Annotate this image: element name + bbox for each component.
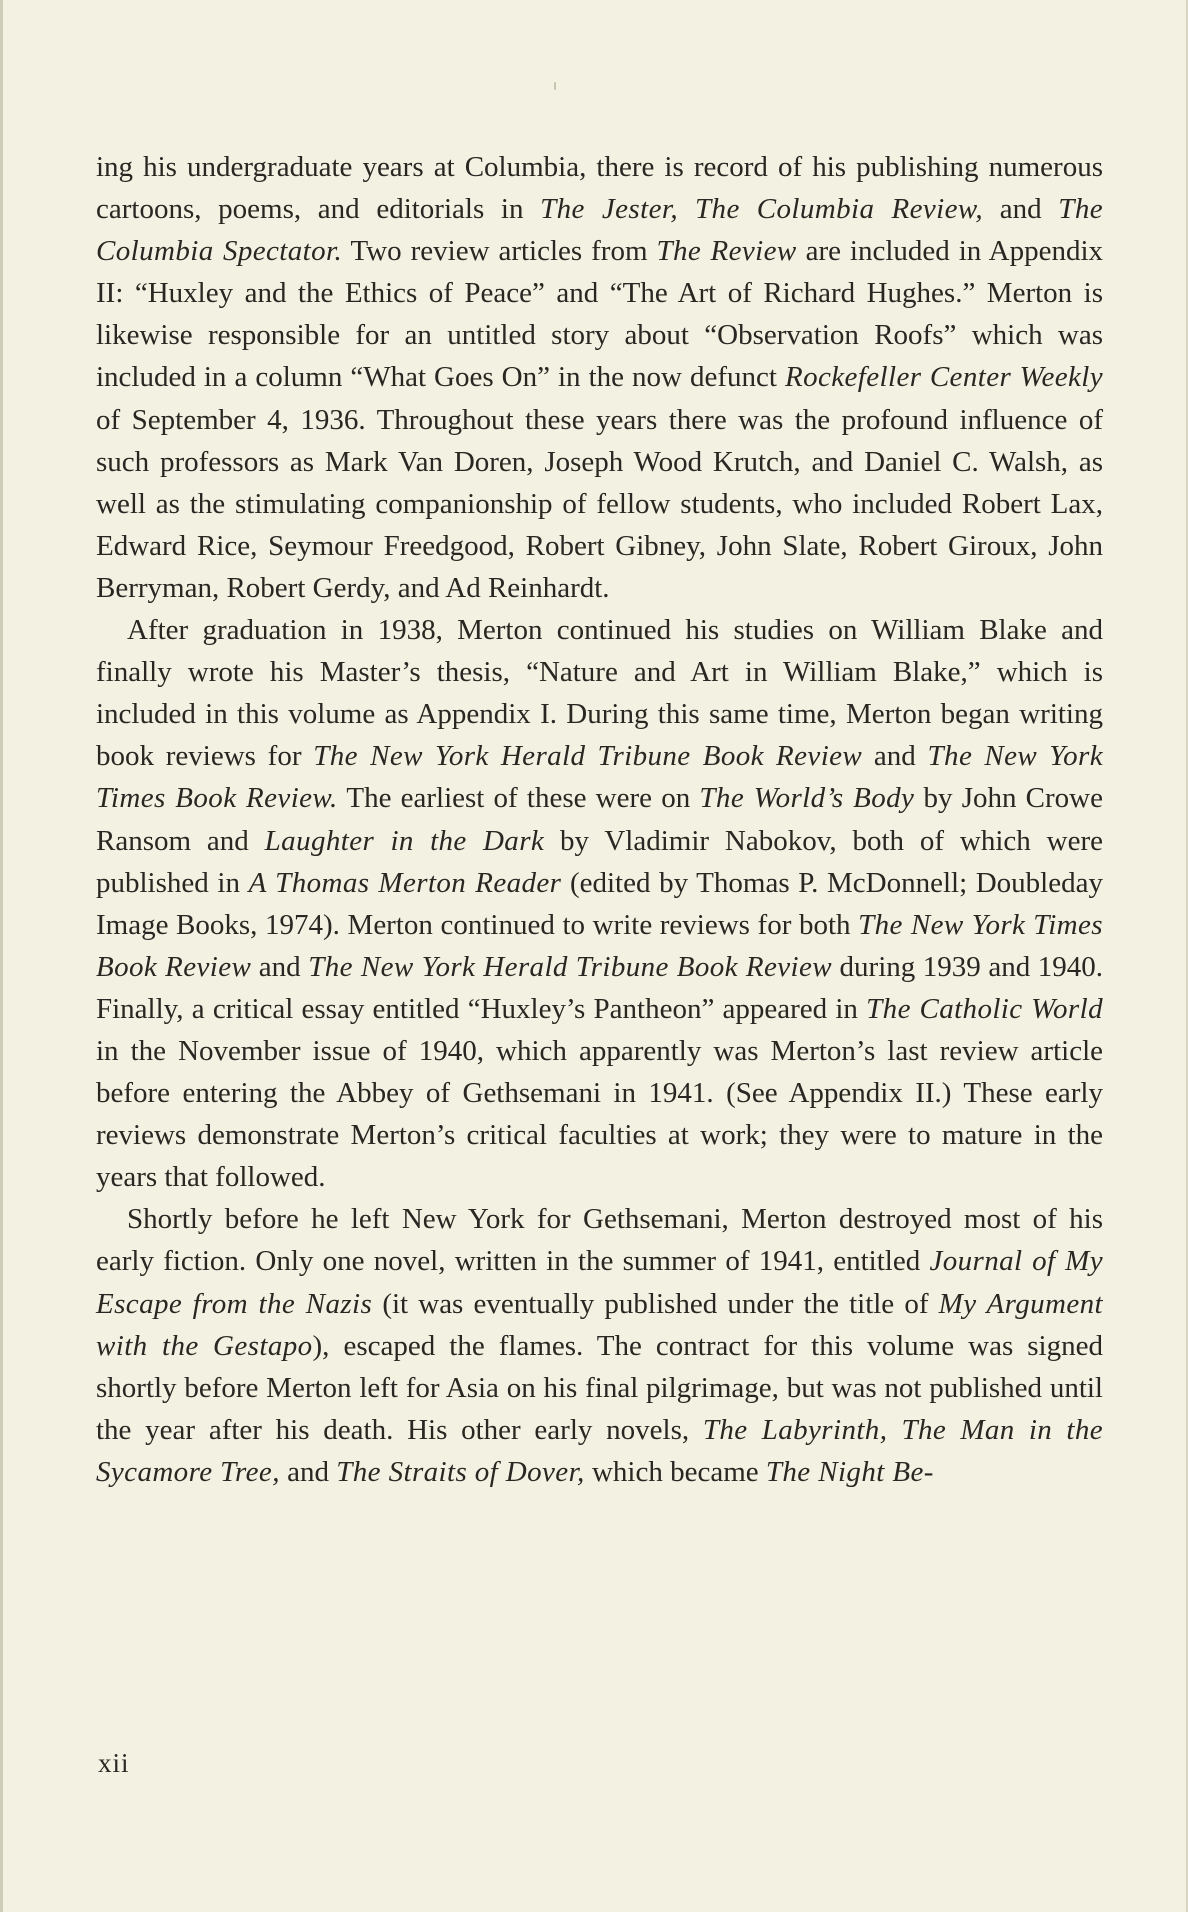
text-run: (it was eventually published under the title of <box>372 1287 939 1320</box>
page-number: xii <box>98 1748 130 1778</box>
text-run: and <box>983 193 1059 226</box>
paper-speck <box>554 82 556 90</box>
text-run: Two review articles from <box>342 235 657 268</box>
text-run: by Vladimir Nabokov, both of which were published in <box>96 824 1103 899</box>
text-run: during 1939 and 1940. Finally, a critical essay entitled “Huxley’s Pantheon” appeared in <box>96 950 1104 1025</box>
text-run: and <box>862 740 928 773</box>
paragraph-early-fiction <box>96 1198 1103 1493</box>
italic-title-run: The Labyrinth, The Man in the Sycamore Tree, <box>96 1413 1103 1488</box>
text-run: The earliest of these were on <box>337 782 700 815</box>
italic-title-run: The Straits of Dover, <box>336 1455 585 1488</box>
italic-title-run: My Argument with the Gestapo <box>96 1287 1103 1362</box>
text-run: After graduation in 1938, Merton continued his studies on William Blake and finally wrote his Master’s thesis, “Nature and Art in William Blake,” which is included in this volume as Appendix I. During this same time, Merton began writing book reviews for <box>96 614 1103 773</box>
text-run: are included in Appendix II: “Huxley and the Ethics of Peace” and “The Art of Richard Hughes.” Merton is likewise responsible for an untitled story about “Observation Roofs” which was included in a column “What Goes On” in the now defunct <box>96 235 1103 394</box>
text-run: which became <box>584 1455 766 1488</box>
page-edge-left <box>0 0 3 1912</box>
text-run: and <box>279 1455 337 1488</box>
italic-title-run: The New York Times Book Review. <box>96 740 1103 815</box>
text-run: of September 4, 1936. Throughout these years there was the profound influence of such professors as Mark Van Doren, Joseph Wood Krutch, and Daniel C. Walsh, as well as the stimulating companionship of fellow students, who included Robert Lax, Edward Rice, Seymour Freedgood, Robert Gibney, John Slate, Robert Giroux, John Berryman, Robert Gerdy, and Ad Reinhardt. <box>96 403 1103 604</box>
italic-title-run: Laughter in the Dark <box>264 824 545 857</box>
italic-title-run: The Jester, The Columbia Review, <box>540 193 984 226</box>
paragraph-columbia-years <box>96 146 1103 609</box>
italic-title-run: Rockefeller Center Weekly <box>784 361 1104 394</box>
text-run: by John Crowe Ransom and <box>96 782 1103 857</box>
italic-title-run: The Columbia Spectator. <box>96 193 1103 268</box>
italic-title-run: The Catholic World <box>866 992 1103 1025</box>
text-run: in the November issue of 1940, which apparently was Merton’s last review article before entering the Abbey of Gethsemani in 1941. (See Appendix II.) These early reviews demonstrate Merton’s critical faculties at work; they were to mature in the years that followed. <box>96 1034 1103 1194</box>
text-run: ), escaped the flames. The contract for this volume was signed shortly before Merton left for Asia on his final pilgrimage, but was not published until the year after his death. His other early novels, <box>96 1329 1103 1446</box>
italic-title-run: The New York Times Book Review <box>96 908 1103 983</box>
italic-title-run: The Review <box>656 235 797 268</box>
italic-title-run: The World’s Body <box>699 782 915 815</box>
body-text <box>96 146 1103 1493</box>
italic-title-run: The New York Herald Tribune Book Review <box>313 740 863 773</box>
text-run: ing his undergraduate years at Columbia, there is record of his publishing numerous cartoons, poems, and editorials in <box>96 151 1103 226</box>
italic-title-run: The New York Herald Tribune Book Review <box>308 950 832 983</box>
paragraph-after-graduation <box>96 609 1103 1198</box>
text-run: (edited by Thomas P. McDonnell; Doubleday Image Books, 1974). Merton continued to write reviews for both <box>96 866 1103 941</box>
italic-title-run: The Night Be- <box>765 1455 934 1488</box>
text-run: Shortly before he left New York for Gethsemani, Merton destroyed most of his early fiction. Only one novel, written in the summer of 1941, entitled <box>96 1203 1103 1278</box>
italic-title-run: A Thomas Merton Reader <box>248 866 562 899</box>
italic-title-run: Journal of My Escape from the Nazis <box>96 1245 1103 1320</box>
text-run: and <box>251 950 309 983</box>
